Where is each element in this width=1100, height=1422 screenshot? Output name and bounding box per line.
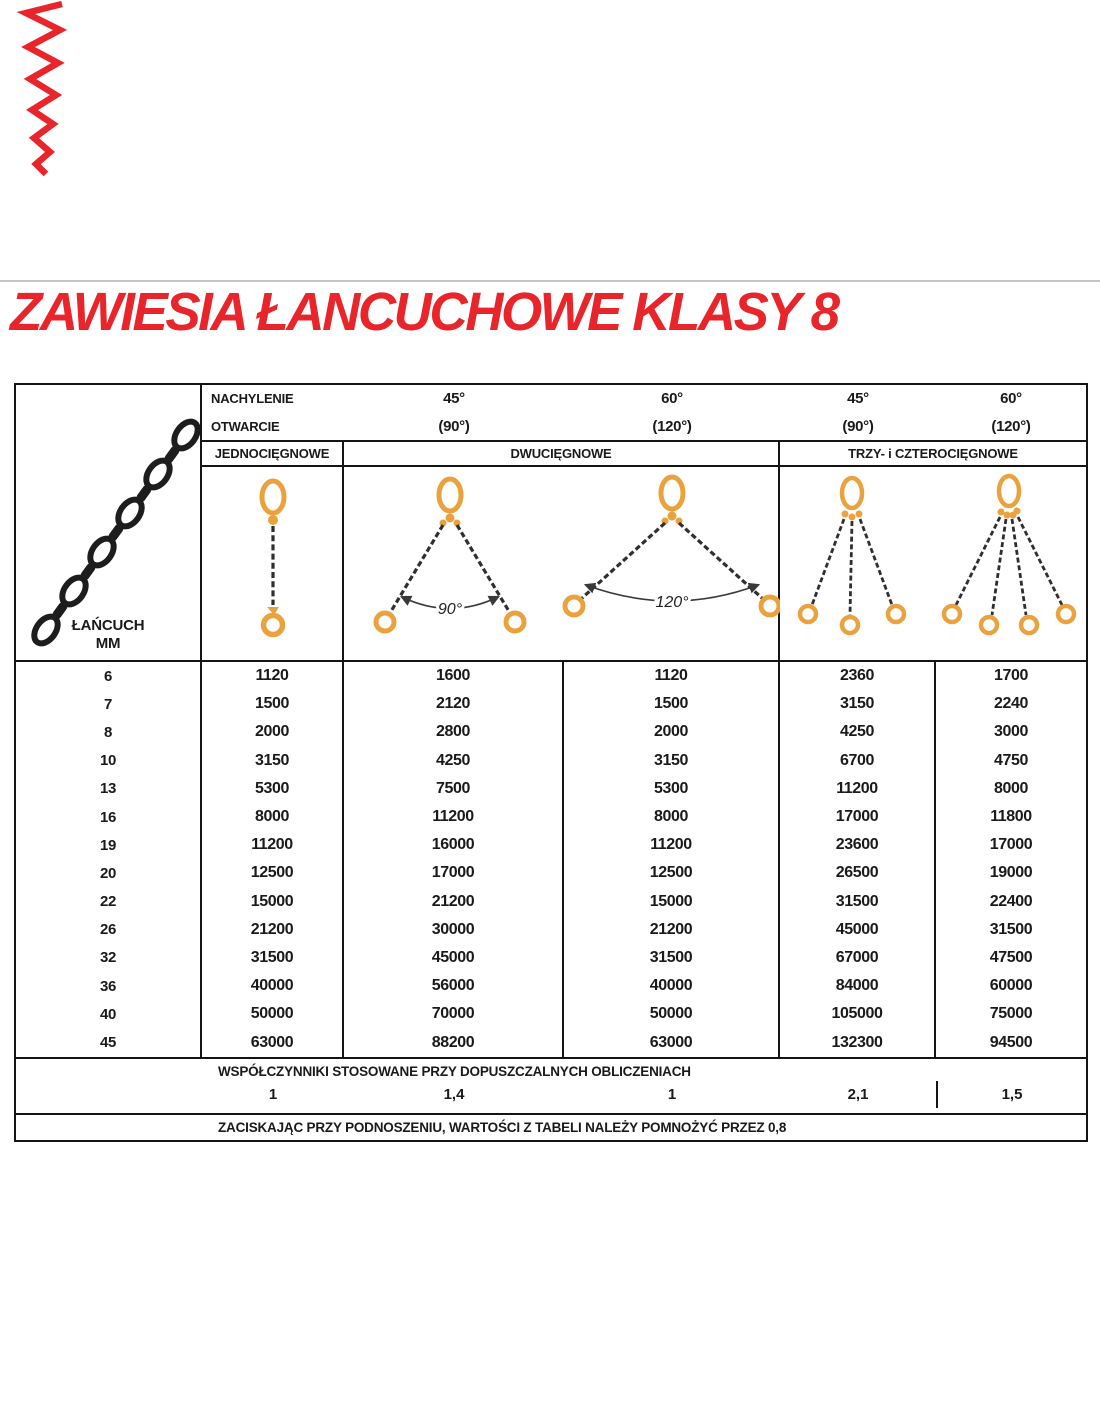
single-leg-cell	[202, 467, 344, 667]
capacity-cell: 15000	[564, 888, 780, 916]
capacity-cell: 67000	[780, 944, 936, 972]
capacity-cell: 31500	[989, 920, 1033, 938]
capacity-cell: 22400	[989, 892, 1033, 910]
capacity-cell: 88200	[344, 1028, 564, 1056]
capacity-cell: 4250	[344, 747, 564, 775]
incline-angle: 60°	[1000, 390, 1022, 408]
capacity-cell: 26500	[780, 859, 936, 887]
capacity-cell: 31500	[564, 944, 780, 972]
capacity-cell: 31500	[202, 944, 344, 972]
capacity-cell: 30000	[344, 916, 564, 944]
capacity-cell: 8000	[564, 803, 780, 831]
capacity-cell: 8000	[202, 803, 344, 831]
capacity-cell: 4250	[780, 718, 936, 746]
capacity-cell: 31500	[780, 888, 936, 916]
capacity-cell: 45000	[344, 944, 564, 972]
mm-label: MM	[95, 635, 121, 653]
capacity-cell: 1600	[344, 662, 564, 690]
capacity-cell: 11200	[202, 831, 344, 859]
capacity-cell: 75000	[989, 1005, 1033, 1023]
single-leg-sling-diagram	[202, 467, 344, 662]
capacity-cell: 12500	[564, 859, 780, 887]
coefficient-value: 2,1	[847, 1086, 869, 1103]
capacity-cell: 1700	[994, 667, 1028, 685]
chain-size-cell: 32	[16, 944, 202, 972]
incline-angle: 45°	[443, 390, 465, 408]
data-rows	[16, 662, 1086, 1059]
coefficient-value: 1,5	[936, 1081, 1086, 1108]
coefficient-value: 1	[667, 1086, 677, 1103]
type-single-leg: JEDNOCIĘGNOWE	[202, 442, 344, 465]
multi-leg-sling-diagrams	[780, 467, 1086, 662]
chain-size-cell: 13	[16, 775, 202, 803]
chain-size-cell: 45	[16, 1028, 202, 1056]
capacity-cell: 5300	[564, 775, 780, 803]
capacity-cell: 3000	[994, 723, 1028, 741]
capacity-cell: 94500	[989, 1033, 1033, 1051]
opening-angle: (90°)	[842, 417, 874, 435]
capacity-cell: 70000	[344, 1000, 564, 1028]
coefficients-title: WSPÓŁCZYNNIKI STOSOWANE PRZY DOPUSZCZALNYCH OBLICZENIACH	[218, 1064, 691, 1079]
capacity-cell: 21200	[202, 916, 344, 944]
two-leg-sling-120-diagram	[565, 477, 779, 615]
chain-size-header	[16, 617, 200, 655]
red-zigzag-decoration	[12, 0, 72, 178]
two-leg-cell	[344, 467, 780, 667]
incline-angle: 45°	[847, 390, 869, 408]
capacity-cell: 63000	[202, 1028, 344, 1056]
capacity-cell: 17000	[989, 836, 1033, 854]
chain-photo-cell	[16, 385, 202, 662]
capacity-cell: 11200	[344, 803, 564, 831]
capacity-cell: 2240	[994, 695, 1028, 713]
capacity-cell: 12500	[202, 859, 344, 887]
chain-size-cell: 40	[16, 1000, 202, 1028]
capacity-cell: 8000	[994, 779, 1028, 797]
chain-size-cell: 26	[16, 916, 202, 944]
capacity-cell: 2360	[780, 662, 936, 690]
coefficients-row	[16, 1081, 1086, 1108]
three-leg-sling-diagram	[800, 478, 904, 633]
capacity-cell: 3150	[564, 747, 780, 775]
capacity-cell: 11200	[564, 831, 780, 859]
capacity-cell: 2120	[344, 690, 564, 718]
capacity-cell: 3150	[780, 690, 936, 718]
connector-icon	[268, 515, 278, 525]
type-three-four-leg: TRZY- i CZTEROCIĘGNOWE	[848, 446, 1018, 461]
capacity-cell: 40000	[564, 972, 780, 1000]
capacity-cell: 2800	[344, 718, 564, 746]
capacity-cell: 1120	[564, 662, 780, 690]
chain-size-cell: 36	[16, 972, 202, 1000]
capacity-cell: 5300	[202, 775, 344, 803]
chain-label: ŁAŃCUCH	[71, 616, 145, 634]
capacity-cell: 45000	[780, 916, 936, 944]
type-two-leg: DWUCIĘGNOWE	[344, 442, 780, 465]
chain-links	[29, 417, 200, 647]
three-four-leg-cell	[780, 467, 1086, 667]
capacity-cell: 84000	[780, 972, 936, 1000]
capacity-cell: 11800	[990, 808, 1032, 826]
capacity-cell: 40000	[202, 972, 344, 1000]
capacity-cell: 21200	[564, 916, 780, 944]
chain-size-cell: 20	[16, 859, 202, 887]
chain-size-cell: 22	[16, 888, 202, 916]
capacity-cell: 50000	[564, 1000, 780, 1028]
capacity-cell: 6700	[780, 747, 936, 775]
capacity-cell: 63000	[564, 1028, 780, 1056]
sling-illustrations-row	[202, 467, 1086, 662]
opening-label: OTWARCIE	[211, 418, 280, 434]
capacity-cell: 11200	[780, 775, 936, 803]
capacity-cell: 19000	[989, 864, 1033, 882]
capacity-table	[14, 383, 1088, 1142]
chain-size-cell: 10	[16, 747, 202, 775]
coefficients-block	[16, 1059, 1086, 1115]
opening-angle: (90°)	[438, 417, 470, 435]
angle-label-120: 120°	[655, 594, 689, 611]
capacity-cell: 1120	[202, 662, 344, 690]
two-leg-sling-90-diagram	[376, 479, 524, 631]
chain-size-cell: 7	[16, 690, 202, 718]
incline-label: NACHYLENIE	[211, 391, 294, 407]
capacity-cell: 23600	[780, 831, 936, 859]
capacity-cell: 17000	[780, 803, 936, 831]
capacity-cell: 7500	[344, 775, 564, 803]
angles-header-row	[202, 385, 1086, 442]
capacity-cell: 132300	[780, 1028, 936, 1056]
chain-size-cell: 16	[16, 803, 202, 831]
master-link-icon	[262, 481, 284, 513]
clamping-note: ZACISKAJĄC PRZY PODNOSZENIU, WARTOŚCI Z TABELI NALEŻY POMNOŻYĆ PRZEZ 0,8	[218, 1120, 787, 1135]
capacity-cell: 105000	[780, 1000, 936, 1028]
capacity-cell: 1500	[202, 690, 344, 718]
opening-angle: (120°)	[652, 417, 692, 435]
hook-icon	[264, 616, 283, 635]
capacity-cell: 4750	[994, 751, 1028, 769]
coefficient-spacer	[16, 1081, 202, 1108]
chain-size-cell: 19	[16, 831, 202, 859]
two-leg-sling-diagrams	[344, 467, 780, 662]
capacity-cell: 21200	[344, 888, 564, 916]
opening-angle: (120°)	[991, 417, 1031, 435]
chain-size-cell: 6	[16, 662, 202, 690]
incline-angle: 60°	[661, 390, 683, 408]
capacity-cell: 56000	[344, 972, 564, 1000]
four-leg-sling-diagram	[944, 476, 1074, 633]
capacity-cell: 47500	[989, 948, 1033, 966]
sling-type-row	[202, 442, 1086, 467]
coefficient-value: 1,4	[443, 1086, 465, 1103]
capacity-cell: 16000	[344, 831, 564, 859]
angle-label-90: 90°	[437, 601, 463, 618]
capacity-cell: 17000	[344, 859, 564, 887]
page-title: ZAWIESIA ŁANCUCHOWE KLASY 8	[10, 282, 838, 342]
capacity-cell: 2000	[202, 718, 344, 746]
capacity-cell: 50000	[202, 1000, 344, 1028]
capacity-cell: 1500	[564, 690, 780, 718]
coefficient-value: 1	[268, 1086, 278, 1103]
chain-size-cell: 8	[16, 718, 202, 746]
capacity-cell: 2000	[564, 718, 780, 746]
capacity-cell: 3150	[202, 747, 344, 775]
capacity-cell: 15000	[202, 888, 344, 916]
capacity-cell: 60000	[989, 977, 1033, 995]
